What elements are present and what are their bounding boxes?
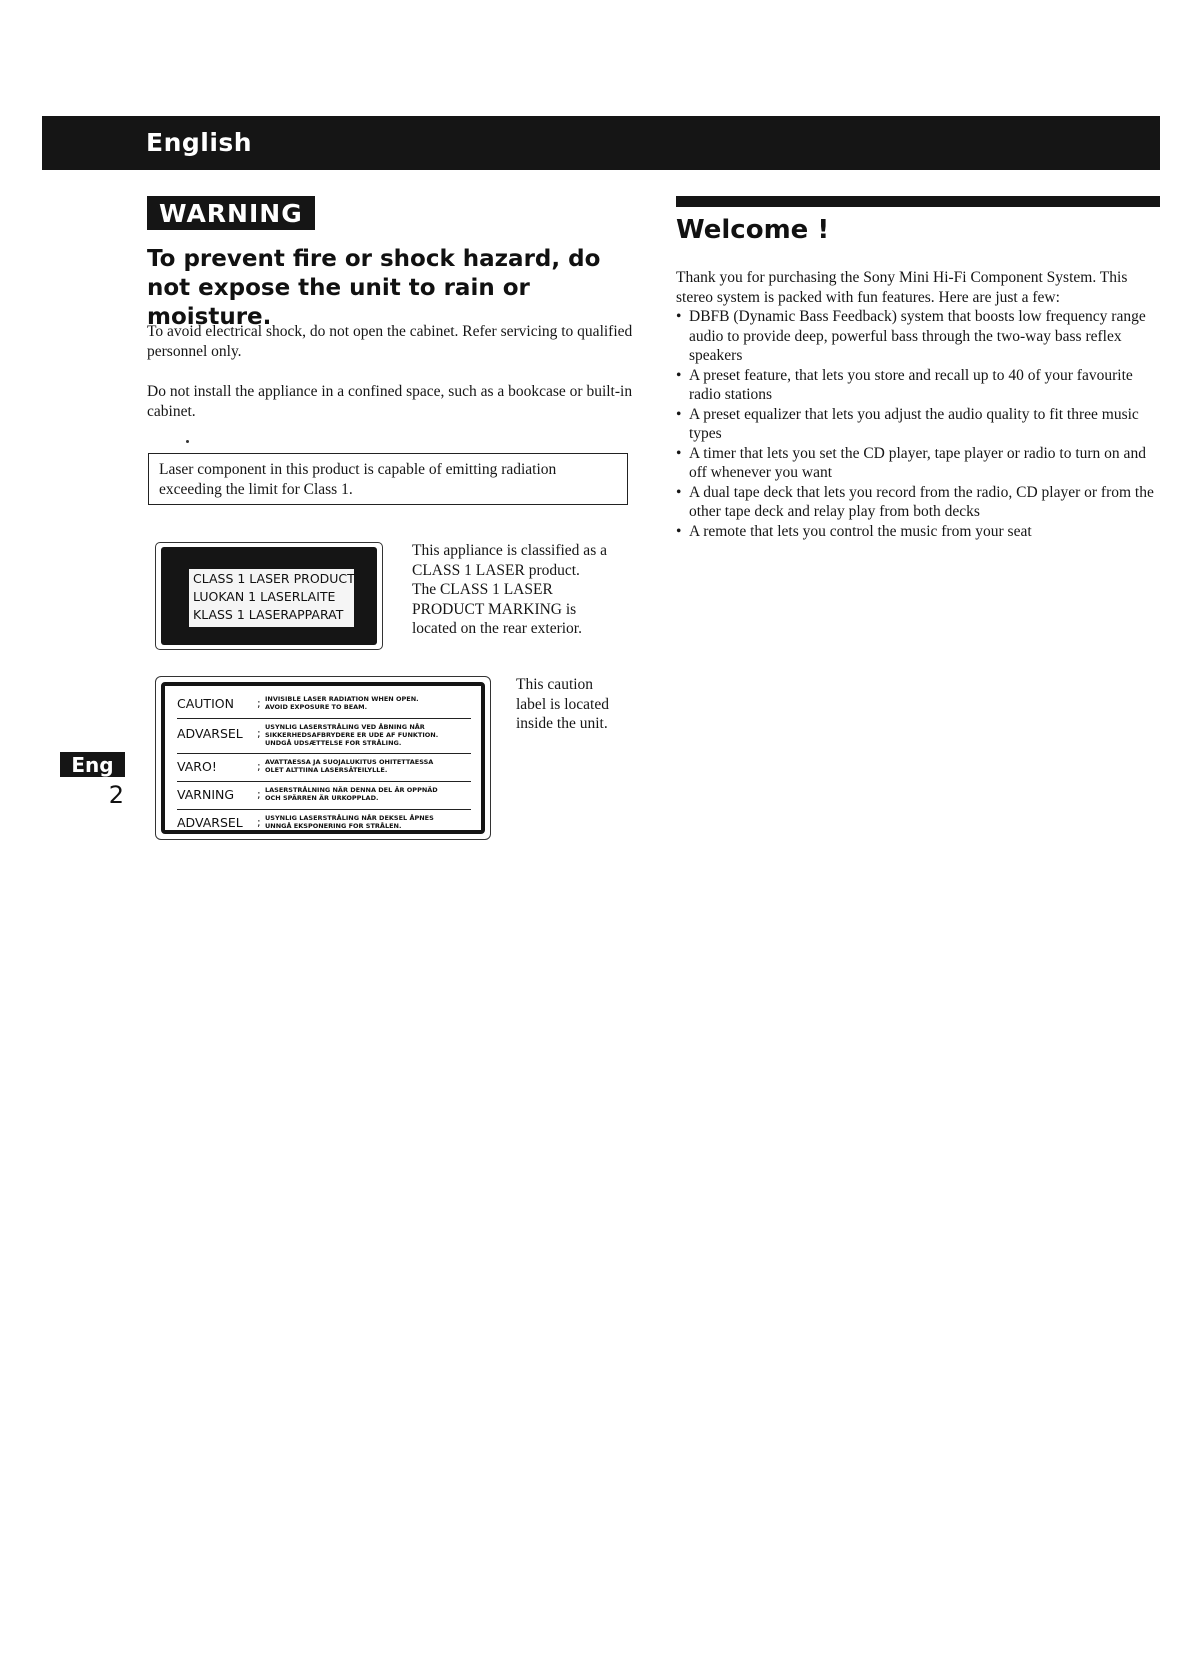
feature-list bbox=[676, 307, 1166, 541]
welcome-intro: Thank you for purchasing the Sony Mini Hi-Fi Component System. This stereo system is packed with fun features. Here are just a few: bbox=[676, 269, 1128, 306]
laser-notice-box: Laser component in this product is capable of emitting radiation exceeding the limit for Class 1. bbox=[148, 453, 628, 505]
welcome-title: Welcome ! bbox=[676, 215, 830, 245]
caution-key: ADVARSEL bbox=[177, 815, 243, 830]
feature-item: • A timer that lets you set the CD player, tape player or radio to turn on and off whenever you want bbox=[676, 444, 1146, 481]
feature-item: • A dual tape deck that lets you record from the radio, CD player or from the other tape deck and relay play from both decks bbox=[676, 483, 1154, 520]
caution-label-description: This caution label is located inside the unit. bbox=[516, 676, 609, 732]
page-number: 2 bbox=[108, 781, 124, 809]
caution-row: ADVARSEL ; USYNLIG LASERSTRÅLING NÅR DEKSEL ÅPNES UNNGÅ EKSPONERING FOR STRÅLEN. bbox=[177, 814, 434, 830]
class-1-laser-label bbox=[155, 542, 383, 650]
class-label-plate bbox=[189, 569, 354, 627]
caution-row: VARNING ; LASERSTRÅLNING NÄR DENNA DEL ÄR OPPNÄD OCH SPÄRREN ÄR URKOPPLAD. bbox=[177, 785, 471, 810]
caution-label bbox=[155, 676, 491, 840]
language-header-bar bbox=[42, 116, 1160, 170]
caution-row: CAUTION ; INVISIBLE LASER RADIATION WHEN OPEN. AVOID EXPOSURE TO BEAM. bbox=[177, 694, 471, 719]
class-label-line: CLASS 1 LASER PRODUCT bbox=[193, 571, 355, 586]
welcome-rule bbox=[676, 196, 1160, 207]
language-tab: Eng bbox=[60, 752, 125, 777]
language-title: English bbox=[146, 128, 253, 157]
caution-row: ADVARSEL ; USYNLIG LASERSTRÅLING VED ÅBNING NÅR SIKKERHEDSAFBRYDERE ER UDE AF FUNKTION. UNDGÅ UDSÆTTELSE FOR STRÅLING. bbox=[177, 722, 471, 754]
stray-dot bbox=[186, 440, 189, 443]
installation-warning-paragraph: Do not install the appliance in a confined space, such as a bookcase or built-in cabinet. bbox=[147, 383, 633, 420]
class-label-description: This appliance is classified as a CLASS 1 LASER product. The CLASS 1 LASER PRODUCT MARKING is located on the rear exterior. bbox=[412, 542, 607, 637]
caution-key: VARNING bbox=[177, 787, 235, 802]
caution-row: VARO! ; AVATTAESSA JA SUOJALUKITUS OHITETTAESSA OLET ALTTIINA LASERSÄTEILYLLE. bbox=[177, 757, 471, 782]
caution-key: ADVARSEL bbox=[177, 726, 243, 741]
class-label-line: KLASS 1 LASERAPPARAT bbox=[193, 607, 344, 622]
class-label-line: LUOKAN 1 LASERLAITE bbox=[193, 589, 336, 604]
feature-item: • A preset equalizer that lets you adjust the audio quality to fit three music types bbox=[676, 405, 1139, 442]
warning-badge: WARNING bbox=[147, 196, 315, 230]
caution-key: VARO! bbox=[177, 759, 217, 774]
caution-key: CAUTION bbox=[177, 696, 234, 711]
feature-item: • A preset feature, that lets you store and recall up to 40 of your favourite radio stations bbox=[676, 366, 1133, 403]
shock-warning-paragraph: To avoid electrical shock, do not open the cabinet. Refer servicing to qualified personnel only. bbox=[147, 323, 633, 360]
feature-item: • DBFB (Dynamic Bass Feedback) system that boosts low frequency range audio to provide deep, powerful bass through the two-way bass reflex speakers bbox=[676, 308, 1146, 364]
feature-item: • A remote that lets you control the music from your seat bbox=[676, 522, 1032, 540]
warning-headline: To prevent fire or shock hazard, do not expose the unit to rain or moisture. bbox=[147, 246, 601, 330]
